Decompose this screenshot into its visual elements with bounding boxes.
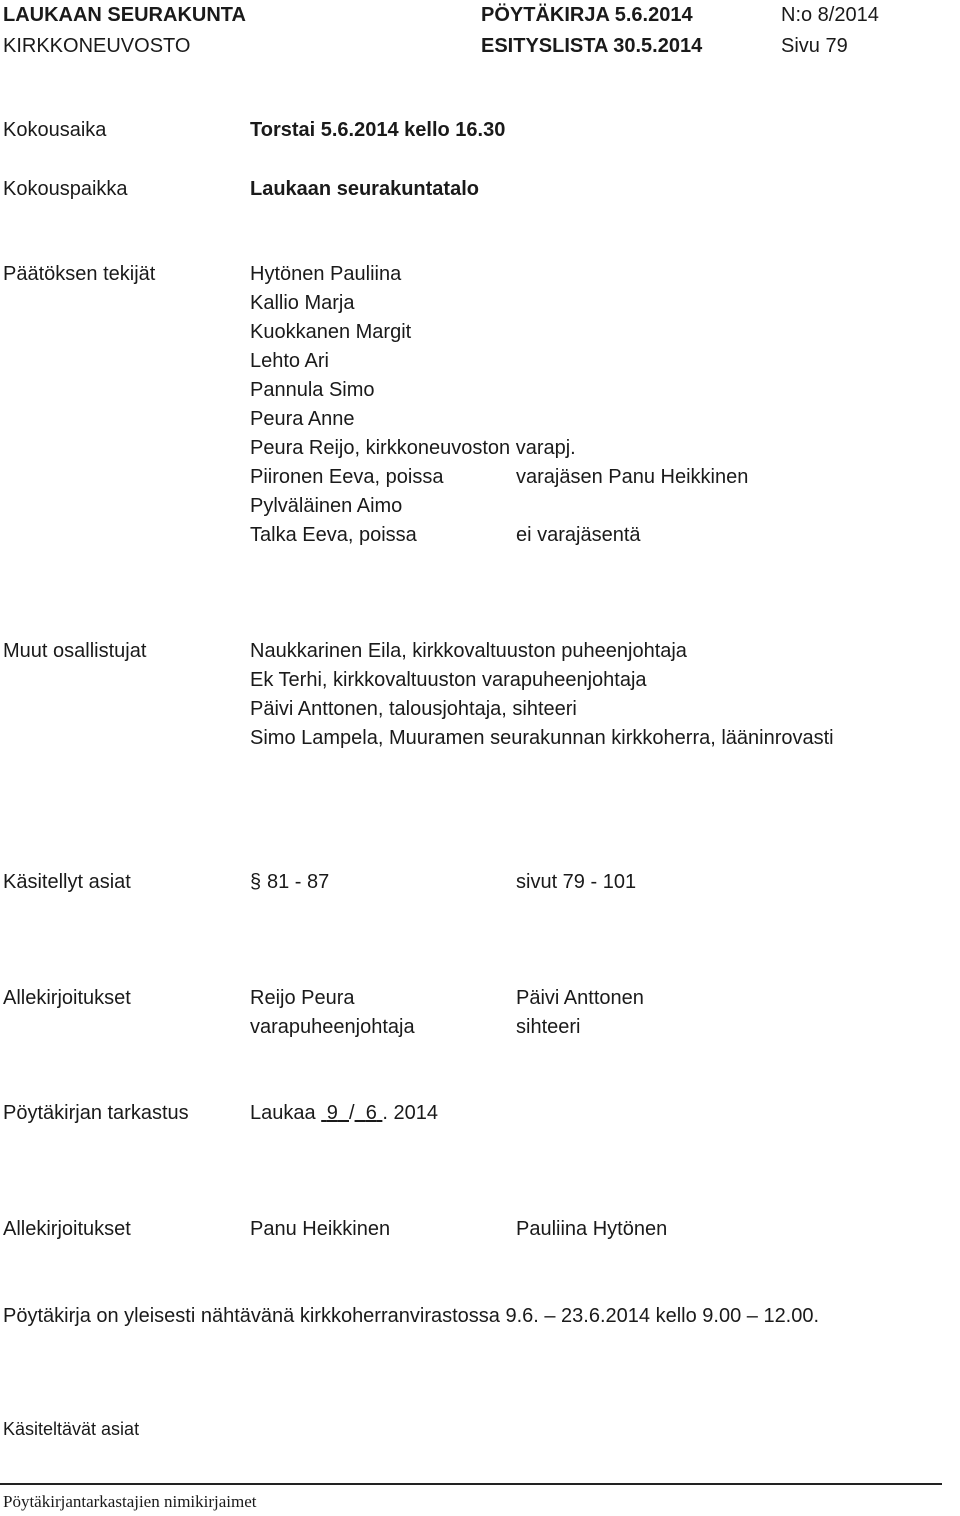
signer1-name: Reijo Peura <box>250 987 355 1009</box>
body-name: KIRKKONEUVOSTO <box>3 35 191 57</box>
member-name: Piironen Eeva, poissa <box>250 466 444 488</box>
footer-divider <box>0 1483 942 1485</box>
topics-label: Käsiteltävät asiat <box>3 1419 140 1439</box>
list-item: Simo Lampela, Muuramen seurakunnan kirkkoherra, lääninrovasti <box>250 727 834 749</box>
list-item <box>250 465 950 494</box>
member-note: varajäsen Panu Heikkinen <box>516 466 749 488</box>
org-name: LAUKAAN SEURAKUNTA <box>3 4 246 26</box>
member-name: Pannula Simo <box>250 379 375 401</box>
list-item: Naukkarinen Eila, kirkkovaltuuston puheenjohtaja <box>250 640 687 662</box>
page-number: Sivu 79 <box>781 35 848 57</box>
signer1-role: varapuheenjohtaja <box>250 1016 415 1038</box>
list-item <box>250 494 950 523</box>
review-month: 6 <box>365 1102 377 1124</box>
review-label: Pöytäkirjan tarkastus <box>3 1102 189 1124</box>
meeting-time-value: Torstai 5.6.2014 kello 16.30 <box>250 119 506 141</box>
list-item <box>250 262 950 291</box>
member-name: Pylväläinen Aimo <box>250 495 403 517</box>
signer2-name: Päivi Anttonen <box>516 987 644 1009</box>
section-mark-icon: § <box>250 871 262 893</box>
review-day: 9 <box>326 1102 338 1124</box>
list-item <box>250 407 950 436</box>
member-name: Talka Eeva, poissa <box>250 524 417 546</box>
member-name: Lehto Ari <box>250 350 329 372</box>
list-item <box>250 523 950 552</box>
list-item <box>250 320 950 349</box>
handled-label: Käsitellyt asiat <box>3 871 131 893</box>
list-item: Päivi Anttonen, talousjohtaja, sihteeri <box>250 698 577 720</box>
member-name: Peura Anne <box>250 408 355 430</box>
list-item <box>250 436 950 465</box>
list-item <box>250 349 950 378</box>
handled-items: 81 - 87 <box>267 871 330 893</box>
agenda-date: ESITYSLISTA 30.5.2014 <box>481 35 703 57</box>
minutes-date: PÖYTÄKIRJA 5.6.2014 <box>481 4 693 26</box>
signer2-role: sihteeri <box>516 1016 581 1038</box>
footer-initials-label: Pöytäkirjantarkastajien nimikirjaimet <box>3 1492 257 1511</box>
signatures2-label: Allekirjoitukset <box>3 1218 131 1240</box>
list-item <box>250 291 950 320</box>
list-item: Ek Terhi, kirkkovaltuuston varapuheenjohtaja <box>250 669 647 691</box>
reviewer1-name: Panu Heikkinen <box>250 1218 391 1240</box>
public-notice: Pöytäkirja on yleisesti nähtävänä kirkkoherranvirastossa 9.6. – 23.6.2014 kello 9.00 – 12.00. <box>3 1305 820 1327</box>
reviewer2-name: Pauliina Hytönen <box>516 1218 668 1240</box>
meeting-place-value: Laukaan seurakuntatalo <box>250 178 479 200</box>
review-line: Laukaa 9 / 6 . 2014 <box>250 1102 438 1124</box>
review-year: . 2014 <box>382 1102 438 1124</box>
meeting-place-label: Kokouspaikka <box>3 178 128 200</box>
decision-makers-label: Päätöksen tekijät <box>3 263 156 285</box>
handled-pages: sivut 79 - 101 <box>516 871 637 893</box>
other-participants-label: Muut osallistujat <box>3 640 147 662</box>
member-name: Peura Reijo, kirkkoneuvoston varapj. <box>250 437 576 459</box>
signatures-label: Allekirjoitukset <box>3 987 131 1009</box>
minutes-number: N:o 8/2014 <box>781 4 879 26</box>
member-name: Kallio Marja <box>250 292 355 314</box>
member-name: Hytönen Pauliina <box>250 263 402 285</box>
member-note: ei varajäsentä <box>516 524 641 546</box>
list-item <box>250 378 950 407</box>
other-participants-list <box>250 639 834 755</box>
meeting-time-label: Kokousaika <box>3 119 107 141</box>
decision-makers-list <box>250 262 950 552</box>
review-place: Laukaa <box>250 1102 316 1124</box>
member-name: Kuokkanen Margit <box>250 321 412 343</box>
